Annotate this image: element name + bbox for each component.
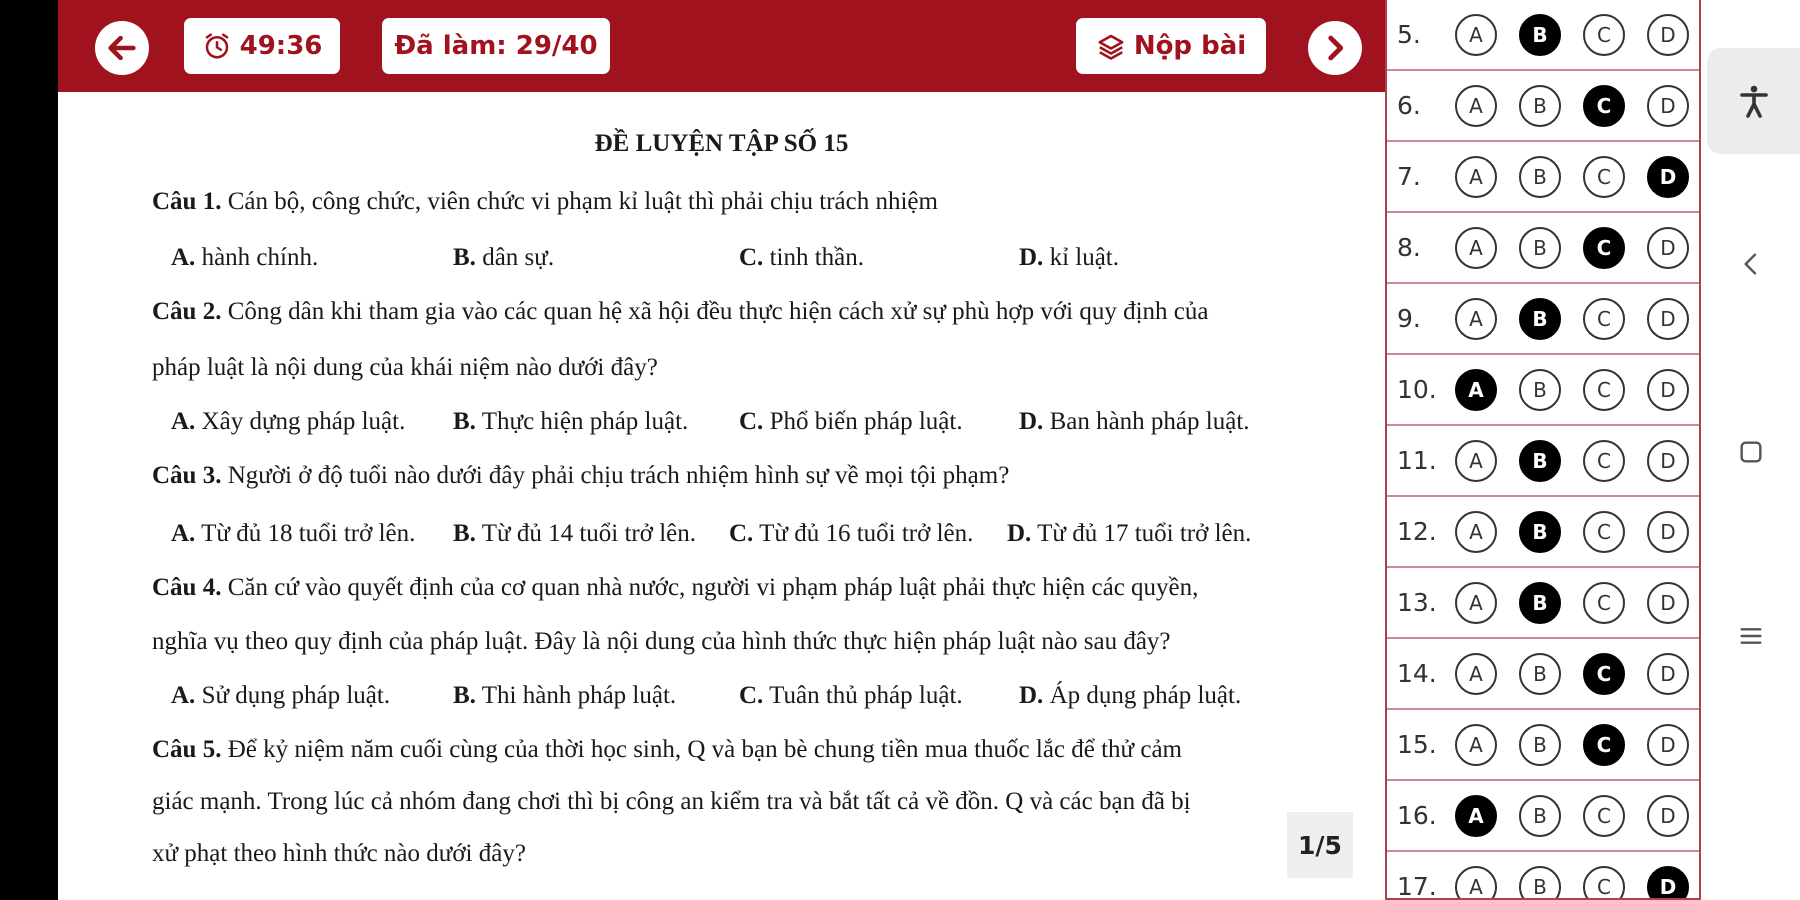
arrow-left-icon xyxy=(105,31,139,65)
answer-bubble-d[interactable]: D xyxy=(1647,440,1689,482)
answer-bubble-c[interactable]: C xyxy=(1583,85,1625,127)
answer-bubble-d[interactable]: D xyxy=(1647,227,1689,269)
answer-bubble-a[interactable]: A xyxy=(1455,298,1497,340)
question-5-line-2 xyxy=(152,788,1332,816)
answer-sheet-panel[interactable] xyxy=(1385,0,1701,900)
question-label: Câu 2. xyxy=(152,298,222,325)
question-text: Công dân khi tham gia vào các quan hệ xã hội đều thực hiện cách xử sự phù hợp với quy định của xyxy=(227,298,1209,325)
option-text: Sử dụng pháp luật. xyxy=(201,682,391,709)
nav-recents-button[interactable] xyxy=(1731,616,1771,656)
option-key: C. xyxy=(739,682,764,709)
question-2-line-1 xyxy=(152,298,1332,326)
answer-bubble-c[interactable]: C xyxy=(1583,866,1625,900)
option-c xyxy=(739,244,864,272)
option-b xyxy=(453,682,676,710)
answer-bubble-c[interactable]: C xyxy=(1583,795,1625,837)
option-key: D. xyxy=(1007,520,1032,547)
alarm-clock-icon xyxy=(202,31,232,61)
nav-back-button[interactable] xyxy=(1731,244,1771,284)
option-text: Tuân thủ pháp luật. xyxy=(769,682,963,709)
answer-bubble-a[interactable]: A xyxy=(1455,795,1497,837)
option-a xyxy=(171,244,318,272)
question-label: Câu 1. xyxy=(152,188,222,215)
option-key: A. xyxy=(171,682,196,709)
option-text: Ban hành pháp luật. xyxy=(1049,408,1250,435)
answer-bubble-c[interactable]: C xyxy=(1583,156,1625,198)
option-text: tinh thần. xyxy=(769,244,864,271)
answer-bubble-d[interactable]: D xyxy=(1647,653,1689,695)
submit-button[interactable] xyxy=(1076,18,1266,74)
option-text: Phổ biến pháp luật. xyxy=(769,408,963,435)
option-key: D. xyxy=(1019,408,1044,435)
answer-bubble-d[interactable]: D xyxy=(1647,724,1689,766)
answer-row xyxy=(1387,71,1699,142)
answer-bubble-a[interactable]: A xyxy=(1455,369,1497,411)
next-page-button[interactable] xyxy=(1308,21,1362,75)
left-black-bar xyxy=(0,0,58,900)
option-text: kỉ luật. xyxy=(1049,244,1119,271)
answer-bubble-b[interactable]: B xyxy=(1519,156,1561,198)
nav-home-button[interactable] xyxy=(1731,432,1771,472)
nav-recents-icon xyxy=(1735,620,1767,652)
answer-bubble-a[interactable]: A xyxy=(1455,724,1497,766)
answer-row-number: 8. xyxy=(1397,233,1421,262)
answer-bubble-b[interactable]: B xyxy=(1519,85,1561,127)
answer-bubble-d[interactable]: D xyxy=(1647,369,1689,411)
answer-bubble-c[interactable]: C xyxy=(1583,14,1625,56)
question-label: Câu 5. xyxy=(152,736,222,763)
option-d xyxy=(1019,244,1119,272)
answer-bubble-c[interactable]: C xyxy=(1583,369,1625,411)
answer-bubble-d[interactable]: D xyxy=(1647,582,1689,624)
question-5-line-1 xyxy=(152,736,1332,764)
answer-bubble-c[interactable]: C xyxy=(1583,511,1625,553)
header-bar xyxy=(58,0,1385,92)
answer-row-number: 7. xyxy=(1397,162,1421,191)
nav-back-icon xyxy=(1735,248,1767,280)
option-d xyxy=(1019,682,1241,710)
answer-bubble-d[interactable]: D xyxy=(1647,511,1689,553)
option-key: B. xyxy=(453,244,476,271)
answer-bubble-c[interactable]: C xyxy=(1583,724,1625,766)
timer-text: 49:36 xyxy=(239,31,323,61)
answer-bubble-c[interactable]: C xyxy=(1583,440,1625,482)
option-key: D. xyxy=(1019,682,1044,709)
answer-bubble-d[interactable]: D xyxy=(1647,14,1689,56)
option-c xyxy=(729,520,973,548)
question-text: Người ở độ tuổi nào dưới đây phải chịu trách nhiệm hình sự về mọi tội phạm? xyxy=(227,462,1010,489)
answer-row-number: 5. xyxy=(1397,20,1421,49)
question-text: xử phạt theo hình thức nào dưới đây? xyxy=(152,840,526,867)
back-button[interactable] xyxy=(95,21,149,75)
answer-row-number: 9. xyxy=(1397,304,1421,333)
option-b xyxy=(453,520,696,548)
answer-bubble-b[interactable]: B xyxy=(1519,866,1561,900)
answer-row xyxy=(1387,568,1699,639)
submit-stack-icon xyxy=(1096,31,1126,61)
question-4-line-1 xyxy=(152,574,1332,602)
answer-bubble-a[interactable]: A xyxy=(1455,866,1497,900)
option-key: C. xyxy=(729,520,754,547)
option-text: Từ đủ 16 tuổi trở lên. xyxy=(759,520,974,547)
answer-bubble-b[interactable]: B xyxy=(1519,440,1561,482)
answer-row-number: 10. xyxy=(1397,375,1437,404)
answer-row xyxy=(1387,142,1699,213)
answer-row-number: 6. xyxy=(1397,91,1421,120)
chevron-right-icon xyxy=(1318,31,1352,65)
option-key: B. xyxy=(453,682,476,709)
answer-bubble-d[interactable]: D xyxy=(1647,866,1689,900)
option-d xyxy=(1007,520,1251,548)
answer-row xyxy=(1387,0,1699,71)
option-text: Từ đủ 14 tuổi trở lên. xyxy=(481,520,696,547)
answer-bubble-d[interactable]: D xyxy=(1647,298,1689,340)
answer-row-number: 16. xyxy=(1397,801,1437,830)
question-3-line-1 xyxy=(152,462,1332,490)
page-indicator: 1/5 xyxy=(1287,812,1353,878)
option-a xyxy=(171,408,405,436)
answer-bubble-b[interactable]: B xyxy=(1519,369,1561,411)
option-c xyxy=(739,682,963,710)
question-1-line-1 xyxy=(152,188,1332,216)
question-text: giác mạnh. Trong lúc cả nhóm đang chơi thì bị công an kiểm tra và bắt tất cả về đồn. Q và các bạn đã bị xyxy=(152,788,1191,815)
answer-bubble-b[interactable]: B xyxy=(1519,582,1561,624)
answer-row xyxy=(1387,213,1699,284)
option-d xyxy=(1019,408,1250,436)
option-text: Thực hiện pháp luật. xyxy=(481,408,689,435)
option-a xyxy=(171,520,415,548)
answer-bubble-d[interactable]: D xyxy=(1647,85,1689,127)
nav-home-icon xyxy=(1735,436,1767,468)
question-text: nghĩa vụ theo quy định của pháp luật. Đây là nội dung của hình thức thực hiện pháp luật nào sau đây? xyxy=(152,628,1171,655)
answer-bubble-b[interactable]: B xyxy=(1519,227,1561,269)
answer-row xyxy=(1387,284,1699,355)
answer-bubble-a[interactable]: A xyxy=(1455,582,1497,624)
option-key: D. xyxy=(1019,244,1044,271)
submit-label: Nộp bài xyxy=(1133,31,1247,61)
option-text: hành chính. xyxy=(201,244,319,271)
question-label: Câu 4. xyxy=(152,574,222,601)
question-text: Căn cứ vào quyết định của cơ quan nhà nước, người vi phạm pháp luật phải thực hiện các quyền, xyxy=(227,574,1199,601)
option-key: A. xyxy=(171,520,196,547)
option-b xyxy=(453,408,688,436)
option-a xyxy=(171,682,390,710)
answer-bubble-a[interactable]: A xyxy=(1455,156,1497,198)
answer-bubble-d[interactable]: D xyxy=(1647,795,1689,837)
answer-row xyxy=(1387,710,1699,781)
accessibility-icon xyxy=(1736,83,1772,119)
question-2-line-2 xyxy=(152,354,1332,382)
answer-bubble-a[interactable]: A xyxy=(1455,85,1497,127)
option-key: A. xyxy=(171,408,196,435)
answer-bubble-a[interactable]: A xyxy=(1455,14,1497,56)
answer-bubble-c[interactable]: C xyxy=(1583,653,1625,695)
option-text: Thi hành pháp luật. xyxy=(481,682,677,709)
answer-row-number: 13. xyxy=(1397,588,1437,617)
timer-display xyxy=(184,18,340,74)
answer-bubble-a[interactable]: A xyxy=(1455,440,1497,482)
page-title: ĐỀ LUYỆN TẬP SỐ 15 xyxy=(594,130,849,157)
option-key: C. xyxy=(739,408,764,435)
answer-bubble-b[interactable]: B xyxy=(1519,511,1561,553)
progress-counter xyxy=(382,18,610,74)
answer-bubble-b[interactable]: B xyxy=(1519,653,1561,695)
answer-bubble-b[interactable]: B xyxy=(1519,795,1561,837)
answer-row xyxy=(1387,852,1699,900)
question-text: Để kỷ niệm năm cuối cùng của thời học sinh, Q và bạn bè chung tiền mua thuốc lắc để thử cảm xyxy=(227,736,1182,763)
question-text: Cán bộ, công chức, viên chức vi phạm kỉ luật thì phải chịu trách nhiệm xyxy=(227,188,938,215)
answer-row-number: 17. xyxy=(1397,872,1437,900)
option-text: Từ đủ 17 tuổi trở lên. xyxy=(1037,520,1252,547)
question-4-line-2 xyxy=(152,628,1332,656)
answer-bubble-b[interactable]: B xyxy=(1519,298,1561,340)
answer-row-number: 11. xyxy=(1397,446,1437,475)
answer-row xyxy=(1387,426,1699,497)
option-b xyxy=(453,244,554,272)
answer-bubble-b[interactable]: B xyxy=(1519,724,1561,766)
accessibility-button[interactable] xyxy=(1707,48,1800,154)
progress-text: Đã làm: 29/40 xyxy=(394,31,598,61)
option-c xyxy=(739,408,963,436)
option-key: A. xyxy=(171,244,196,271)
answer-row-number: 15. xyxy=(1397,730,1437,759)
answer-row xyxy=(1387,355,1699,426)
answer-bubble-c[interactable]: C xyxy=(1583,227,1625,269)
option-text: Áp dụng pháp luật. xyxy=(1049,682,1242,709)
option-text: dân sự. xyxy=(482,244,555,271)
question-text: pháp luật là nội dung của khái niệm nào dưới đây? xyxy=(152,354,658,381)
answer-row-number: 14. xyxy=(1397,659,1437,688)
option-key: B. xyxy=(453,408,476,435)
option-key: B. xyxy=(453,520,476,547)
answer-bubble-d[interactable]: D xyxy=(1647,156,1689,198)
answer-bubble-a[interactable]: A xyxy=(1455,227,1497,269)
answer-bubble-a[interactable]: A xyxy=(1455,511,1497,553)
answer-bubble-c[interactable]: C xyxy=(1583,582,1625,624)
question-label: Câu 3. xyxy=(152,462,222,489)
answer-row xyxy=(1387,639,1699,710)
answer-row xyxy=(1387,781,1699,852)
answer-row-number: 12. xyxy=(1397,517,1437,546)
exam-paper xyxy=(58,92,1385,900)
option-text: Từ đủ 18 tuổi trở lên. xyxy=(201,520,416,547)
answer-bubble-a[interactable]: A xyxy=(1455,653,1497,695)
answer-row xyxy=(1387,497,1699,568)
option-text: Xây dựng pháp luật. xyxy=(201,408,406,435)
option-key: C. xyxy=(739,244,764,271)
system-side-strip xyxy=(1701,0,1800,900)
question-5-line-3 xyxy=(152,840,1332,868)
answer-bubble-c[interactable]: C xyxy=(1583,298,1625,340)
answer-bubble-b[interactable]: B xyxy=(1519,14,1561,56)
